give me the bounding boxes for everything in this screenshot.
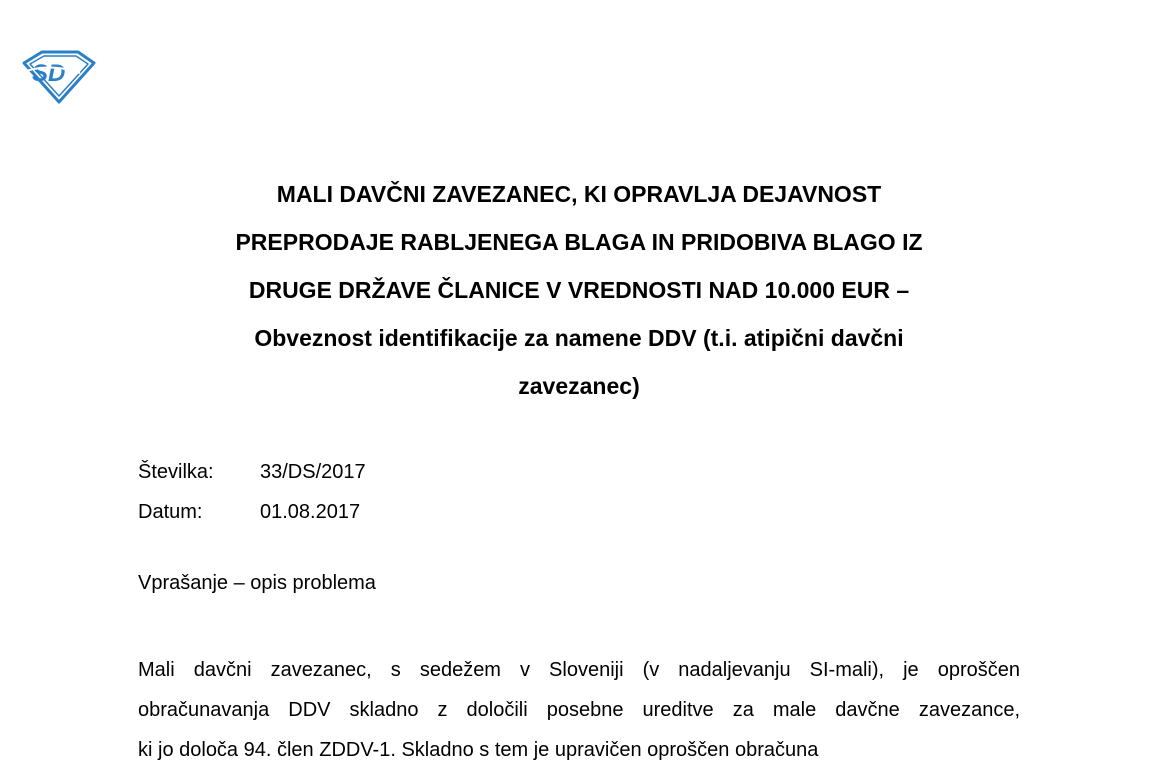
title-line: PREPRODAJE RABLJENEGA BLAGA IN PRIDOBIVA BLAGO IZ bbox=[235, 229, 923, 255]
paragraph-line: ki jo določa 94. člen ZDDV-1. Skladno s tem je upravičen oproščen obračuna bbox=[138, 739, 819, 761]
document-meta bbox=[138, 452, 366, 532]
number-label: Številka: bbox=[138, 461, 214, 483]
title-line: zavezanec) bbox=[518, 373, 640, 399]
title-line: MALI DAVČNI ZAVEZANEC, KI OPRAVLJA DEJAVNOST bbox=[276, 181, 882, 207]
document-title bbox=[138, 170, 1020, 410]
section-heading: Vprašanje – opis problema bbox=[138, 572, 376, 594]
number-value: 33/DS/2017 bbox=[260, 461, 366, 483]
logo-letters: SD bbox=[32, 60, 66, 87]
title-line: Obveznost identifikacije za namene DDV (t.i. atipični davčni bbox=[254, 325, 904, 351]
meta-number-row bbox=[138, 452, 366, 492]
company-logo-icon bbox=[22, 49, 96, 103]
date-label: Datum: bbox=[138, 501, 203, 523]
body-paragraph bbox=[138, 650, 1020, 770]
meta-date-row bbox=[138, 492, 366, 532]
paragraph-line: obračunavanja DDV skladno z določili posebne ureditve za male davčne zavezance, bbox=[138, 699, 1020, 721]
date-value: 01.08.2017 bbox=[260, 501, 361, 523]
paragraph-line: Mali davčni zavezanec, s sedežem v Sloveniji (v nadaljevanju SI-mali), je oproščen bbox=[138, 659, 1020, 681]
title-line: DRUGE DRŽAVE ČLANICE V VREDNOSTI NAD 10.000 EUR – bbox=[248, 277, 910, 303]
